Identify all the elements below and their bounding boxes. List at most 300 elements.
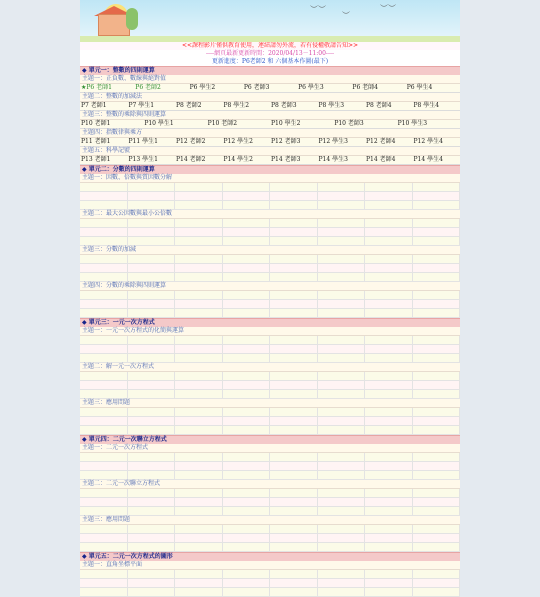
empty-cell <box>175 309 223 317</box>
empty-cell <box>365 345 413 353</box>
video-link-row <box>80 120 460 129</box>
empty-cell <box>175 219 223 227</box>
empty-cell <box>175 507 223 515</box>
empty-cell <box>128 462 176 470</box>
empty-cell <box>413 588 461 596</box>
empty-cell <box>128 408 176 416</box>
empty-cell <box>80 453 128 461</box>
topic-heading: 主題一：正負數、數線與絕對值 <box>80 75 460 84</box>
video-link[interactable]: P8 學生3 <box>318 102 345 109</box>
empty-link-row <box>80 390 460 399</box>
empty-cell <box>128 219 176 227</box>
empty-cell <box>270 588 318 596</box>
empty-cell <box>270 183 318 191</box>
empty-cell <box>270 471 318 479</box>
empty-cell <box>413 543 461 551</box>
topic-heading: 主題二：整數的加減法 <box>80 93 460 102</box>
empty-cell <box>175 255 223 263</box>
empty-cell <box>270 417 318 425</box>
empty-cell <box>365 336 413 344</box>
empty-cell <box>318 273 366 281</box>
empty-cell <box>223 471 271 479</box>
empty-cell <box>413 381 461 389</box>
topic-heading: 主題二：二元一次聯立方程式 <box>80 480 460 489</box>
empty-cell <box>318 372 366 380</box>
empty-cell <box>175 201 223 209</box>
empty-cell <box>318 300 366 308</box>
empty-cell <box>175 525 223 533</box>
empty-cell <box>128 264 176 272</box>
empty-cell <box>270 237 318 245</box>
video-link[interactable]: P14 學生3 <box>318 156 348 163</box>
empty-cell <box>223 273 271 281</box>
video-link[interactable]: P11 學生1 <box>128 138 158 145</box>
empty-cell <box>175 237 223 245</box>
empty-link-row <box>80 291 460 300</box>
empty-cell <box>318 201 366 209</box>
empty-cell <box>270 462 318 470</box>
topic-heading: 主題四：分數的乘除與四則運算 <box>80 282 460 291</box>
course-list <box>80 66 460 597</box>
video-link[interactable]: P12 老師2 <box>176 138 206 145</box>
topic-heading: 主題一：二元一次方程式 <box>80 444 460 453</box>
topic-heading: 主題二：解一元一次方程式 <box>80 363 460 372</box>
empty-cell <box>80 588 128 596</box>
video-link[interactable]: P8 老師2 <box>176 102 202 109</box>
empty-link-row <box>80 579 460 588</box>
topic-heading: 主題三：分數的加減 <box>80 246 460 255</box>
bird-icon: ︶︶ <box>310 5 326 14</box>
empty-link-row <box>80 300 460 309</box>
empty-cell <box>223 453 271 461</box>
empty-cell <box>413 498 461 506</box>
empty-cell <box>365 498 413 506</box>
empty-cell <box>365 453 413 461</box>
topic-heading: 主題三：應用問題 <box>80 516 460 525</box>
empty-link-row <box>80 273 460 282</box>
empty-cell <box>223 489 271 497</box>
empty-cell <box>128 192 176 200</box>
empty-cell <box>365 489 413 497</box>
empty-cell <box>270 309 318 317</box>
empty-cell <box>318 489 366 497</box>
empty-link-row <box>80 408 460 417</box>
empty-cell <box>318 579 366 587</box>
empty-cell <box>365 390 413 398</box>
empty-cell <box>413 291 461 299</box>
empty-cell <box>175 543 223 551</box>
empty-cell <box>413 345 461 353</box>
empty-cell <box>223 507 271 515</box>
empty-cell <box>413 579 461 587</box>
empty-link-row <box>80 588 460 597</box>
video-link[interactable]: P8 老師4 <box>366 102 392 109</box>
empty-link-row <box>80 372 460 381</box>
empty-link-row <box>80 525 460 534</box>
empty-cell <box>270 345 318 353</box>
empty-cell <box>318 390 366 398</box>
empty-cell <box>318 426 366 434</box>
empty-cell <box>223 183 271 191</box>
empty-link-row <box>80 534 460 543</box>
ground-strip <box>80 36 460 42</box>
unit-heading: ◆ 單元二：分數的四則運算 <box>80 165 460 174</box>
video-link[interactable]: P6 學生2 <box>189 84 216 91</box>
empty-cell <box>365 255 413 263</box>
video-link[interactable]: P14 學生4 <box>413 156 443 163</box>
empty-cell <box>413 507 461 515</box>
video-link[interactable]: P12 學生3 <box>318 138 348 145</box>
video-link[interactable]: P8 學生2 <box>223 102 250 109</box>
empty-link-row <box>80 417 460 426</box>
empty-cell <box>365 417 413 425</box>
video-link[interactable]: P8 老師3 <box>271 102 297 109</box>
empty-cell <box>365 228 413 236</box>
empty-cell <box>318 462 366 470</box>
empty-cell <box>270 219 318 227</box>
empty-cell <box>318 183 366 191</box>
empty-cell <box>128 417 176 425</box>
empty-cell <box>413 237 461 245</box>
empty-cell <box>413 390 461 398</box>
empty-link-row <box>80 453 460 462</box>
empty-cell <box>223 237 271 245</box>
topic-heading: 主題二：最大公因數與最小公倍數 <box>80 210 460 219</box>
video-link-row <box>80 84 460 93</box>
empty-cell <box>223 309 271 317</box>
empty-cell <box>128 201 176 209</box>
empty-cell <box>80 264 128 272</box>
update-progress: 更新進度：P6老師2 和 六個基本作圖(最下) <box>211 58 329 65</box>
empty-link-row <box>80 345 460 354</box>
empty-cell <box>318 408 366 416</box>
video-link[interactable]: P10 學生3 <box>397 120 428 127</box>
empty-cell <box>318 498 366 506</box>
empty-cell <box>270 201 318 209</box>
empty-cell <box>223 372 271 380</box>
empty-cell <box>128 471 176 479</box>
empty-link-row <box>80 462 460 471</box>
empty-cell <box>80 183 128 191</box>
header-banner <box>80 0 460 42</box>
video-link[interactable]: P12 學生4 <box>413 138 443 145</box>
empty-cell <box>365 219 413 227</box>
empty-cell <box>270 534 318 542</box>
empty-link-row <box>80 336 460 345</box>
empty-cell <box>80 300 128 308</box>
empty-cell <box>413 471 461 479</box>
empty-cell <box>175 381 223 389</box>
empty-cell <box>175 300 223 308</box>
video-link[interactable]: P6 學生4 <box>406 84 433 91</box>
empty-cell <box>413 201 461 209</box>
empty-cell <box>365 525 413 533</box>
empty-cell <box>80 417 128 425</box>
empty-cell <box>128 372 176 380</box>
empty-cell <box>318 507 366 515</box>
empty-cell <box>175 273 223 281</box>
empty-link-row <box>80 471 460 480</box>
empty-link-row <box>80 570 460 579</box>
empty-cell <box>128 390 176 398</box>
empty-cell <box>128 579 176 587</box>
empty-cell <box>175 579 223 587</box>
empty-cell <box>365 381 413 389</box>
empty-cell <box>80 354 128 362</box>
empty-cell <box>365 264 413 272</box>
empty-cell <box>223 570 271 578</box>
video-link[interactable]: P6 老師2 <box>135 84 161 91</box>
tree-icon <box>126 8 138 30</box>
empty-cell <box>128 489 176 497</box>
topic-heading: 主題一：一元一次方程式的化簡與運算 <box>80 327 460 336</box>
empty-cell <box>175 408 223 416</box>
empty-cell <box>318 381 366 389</box>
empty-cell <box>223 255 271 263</box>
empty-cell <box>80 471 128 479</box>
empty-cell <box>318 453 366 461</box>
empty-cell <box>413 489 461 497</box>
unit-heading: ◆ 單元四：二元一次聯立方程式 <box>80 435 460 444</box>
empty-cell <box>80 381 128 389</box>
empty-cell <box>223 534 271 542</box>
empty-cell <box>318 354 366 362</box>
empty-link-row <box>80 219 460 228</box>
empty-cell <box>270 372 318 380</box>
empty-cell <box>223 345 271 353</box>
empty-cell <box>128 228 176 236</box>
empty-cell <box>413 192 461 200</box>
empty-cell <box>128 354 176 362</box>
empty-cell <box>413 453 461 461</box>
empty-cell <box>80 291 128 299</box>
empty-cell <box>270 498 318 506</box>
video-link[interactable]: P10 老師3 <box>334 120 364 127</box>
empty-cell <box>128 273 176 281</box>
empty-cell <box>270 579 318 587</box>
empty-cell <box>413 183 461 191</box>
empty-cell <box>223 228 271 236</box>
empty-cell <box>223 201 271 209</box>
empty-cell <box>175 570 223 578</box>
empty-link-row <box>80 228 460 237</box>
empty-cell <box>413 228 461 236</box>
unit-heading: ◆ 單元三：一元一次方程式 <box>80 318 460 327</box>
empty-cell <box>80 390 128 398</box>
empty-cell <box>128 498 176 506</box>
empty-cell <box>270 264 318 272</box>
empty-cell <box>270 489 318 497</box>
video-link[interactable]: P14 老師2 <box>176 156 206 163</box>
empty-cell <box>365 570 413 578</box>
unit-heading: ◆ 單元五：二元一次方程式的圖形 <box>80 552 460 561</box>
topic-heading: 主題一：直角坐標平面 <box>80 561 460 570</box>
empty-cell <box>270 381 318 389</box>
empty-cell <box>80 219 128 227</box>
topic-heading: 主題五：科學記號 <box>80 147 460 156</box>
empty-cell <box>318 534 366 542</box>
video-link[interactable]: P10 學生2 <box>270 120 301 127</box>
empty-cell <box>80 237 128 245</box>
empty-cell <box>80 309 128 317</box>
empty-cell <box>80 372 128 380</box>
empty-cell <box>270 192 318 200</box>
video-link[interactable]: P14 老師4 <box>366 156 396 163</box>
empty-cell <box>223 264 271 272</box>
empty-cell <box>270 336 318 344</box>
empty-cell <box>365 408 413 416</box>
video-link[interactable]: P12 老師4 <box>366 138 396 145</box>
empty-link-row <box>80 354 460 363</box>
empty-cell <box>318 570 366 578</box>
empty-cell <box>270 300 318 308</box>
empty-cell <box>128 588 176 596</box>
empty-cell <box>365 543 413 551</box>
video-link[interactable]: P13 學生1 <box>128 156 158 163</box>
empty-cell <box>128 300 176 308</box>
empty-cell <box>175 453 223 461</box>
bird-icon: ︶ <box>342 11 350 20</box>
empty-cell <box>318 264 366 272</box>
video-link[interactable]: P8 學生4 <box>413 102 440 109</box>
empty-cell <box>128 570 176 578</box>
empty-cell <box>365 354 413 362</box>
video-link[interactable]: P7 老師1 <box>81 102 107 109</box>
empty-cell <box>80 579 128 587</box>
empty-cell <box>175 498 223 506</box>
empty-cell <box>270 390 318 398</box>
empty-cell <box>270 291 318 299</box>
video-link[interactable]: P6 老師4 <box>352 84 378 91</box>
empty-cell <box>413 372 461 380</box>
empty-cell <box>175 489 223 497</box>
topic-heading: 主題三：整數的乘除與四則運算 <box>80 111 460 120</box>
empty-cell <box>223 543 271 551</box>
empty-link-row <box>80 192 460 201</box>
empty-cell <box>128 453 176 461</box>
unit-heading: ◆ 單元一：整數的四則運算 <box>80 66 460 75</box>
empty-cell <box>175 417 223 425</box>
empty-cell <box>318 219 366 227</box>
empty-cell <box>80 345 128 353</box>
empty-link-row <box>80 201 460 210</box>
empty-cell <box>413 264 461 272</box>
video-link-row <box>80 102 460 111</box>
empty-cell <box>223 525 271 533</box>
empty-cell <box>175 471 223 479</box>
video-link[interactable]: P10 學生1 <box>144 120 174 127</box>
empty-cell <box>270 507 318 515</box>
empty-cell <box>413 255 461 263</box>
empty-cell <box>223 336 271 344</box>
video-link[interactable]: P7 學生1 <box>128 102 155 109</box>
empty-cell <box>175 426 223 434</box>
video-link-row <box>80 156 460 165</box>
video-link[interactable]: P12 學生2 <box>223 138 253 145</box>
empty-cell <box>413 408 461 416</box>
empty-cell <box>413 525 461 533</box>
empty-cell <box>80 255 128 263</box>
empty-cell <box>128 507 176 515</box>
empty-cell <box>128 291 176 299</box>
empty-cell <box>175 534 223 542</box>
video-link[interactable]: P13 老師1 <box>81 156 111 163</box>
empty-cell <box>175 192 223 200</box>
empty-cell <box>128 309 176 317</box>
empty-link-row <box>80 498 460 507</box>
video-link[interactable]: P6 老師3 <box>243 84 270 91</box>
video-link[interactable]: P6 學生3 <box>298 84 324 91</box>
empty-cell <box>270 255 318 263</box>
empty-cell <box>175 372 223 380</box>
video-link[interactable]: P10 老師1 <box>81 120 111 127</box>
topic-heading: 主題三：應用問題 <box>80 399 460 408</box>
empty-cell <box>413 417 461 425</box>
video-link[interactable]: P10 老師2 <box>207 120 238 127</box>
empty-cell <box>175 228 223 236</box>
video-link[interactable]: P14 學生2 <box>223 156 253 163</box>
video-link[interactable]: P11 老師1 <box>81 138 111 145</box>
empty-cell <box>175 183 223 191</box>
empty-cell <box>80 570 128 578</box>
empty-cell <box>318 588 366 596</box>
empty-cell <box>365 534 413 542</box>
empty-cell <box>365 372 413 380</box>
empty-cell <box>413 309 461 317</box>
empty-cell <box>128 525 176 533</box>
empty-cell <box>318 525 366 533</box>
empty-cell <box>223 462 271 470</box>
empty-cell <box>80 201 128 209</box>
empty-link-row <box>80 543 460 552</box>
empty-cell <box>128 336 176 344</box>
empty-cell <box>365 579 413 587</box>
empty-cell <box>80 489 128 497</box>
empty-cell <box>365 273 413 281</box>
empty-cell <box>223 291 271 299</box>
bird-icon: ︶︶ <box>380 4 396 13</box>
empty-cell <box>223 417 271 425</box>
empty-link-row <box>80 507 460 516</box>
video-link[interactable]: P14 老師3 <box>271 156 301 163</box>
empty-cell <box>80 462 128 470</box>
empty-cell <box>413 354 461 362</box>
empty-cell <box>175 462 223 470</box>
empty-cell <box>128 345 176 353</box>
empty-cell <box>128 543 176 551</box>
empty-cell <box>80 525 128 533</box>
empty-cell <box>413 462 461 470</box>
empty-cell <box>365 291 413 299</box>
empty-cell <box>80 228 128 236</box>
empty-cell <box>365 471 413 479</box>
video-link[interactable]: P12 老師3 <box>271 138 301 145</box>
empty-cell <box>128 426 176 434</box>
empty-cell <box>365 309 413 317</box>
empty-cell <box>80 507 128 515</box>
empty-cell <box>175 291 223 299</box>
empty-cell <box>365 426 413 434</box>
empty-link-row <box>80 237 460 246</box>
empty-cell <box>270 273 318 281</box>
empty-link-row <box>80 426 460 435</box>
empty-cell <box>270 354 318 362</box>
empty-cell <box>318 255 366 263</box>
video-link[interactable]: ★P6 老師1 <box>81 84 112 91</box>
video-link-row <box>80 138 460 147</box>
empty-cell <box>80 273 128 281</box>
empty-cell <box>223 498 271 506</box>
